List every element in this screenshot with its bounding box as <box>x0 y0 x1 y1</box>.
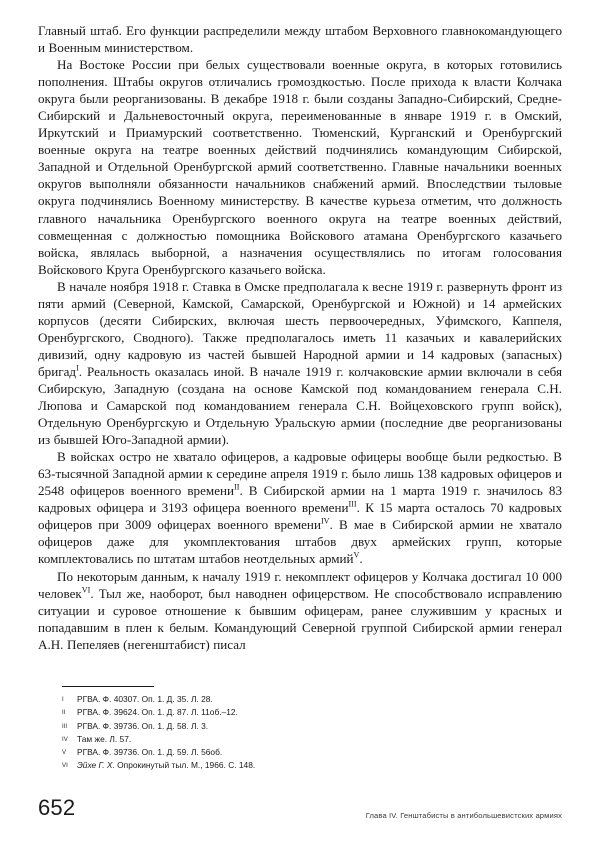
paragraph-3-text-after-note: . Реальность оказалась иной. В начале 1919 г. колчаковские армии включали в себя Сибирскую, Западную (создана на основе Камской под командованием генерала С.Н. Люпова и Самарской под командованием генерала С.Н. Войцеховского групп войск), Отдельную Оренбургскую и Отдельную Уральскую армии (последние две реорганизованы из бывшей Юго-Западной армии). <box>38 363 562 448</box>
footnote-ref-5[interactable]: V <box>353 551 360 561</box>
footnote-marker: IV <box>62 735 68 743</box>
footnote-item <box>62 746 532 759</box>
paragraph-3-text-before-note: В начале ноября 1918 г. Ставка в Омске предполагала к весне 1919 г. развернуть фронт из пяти армий (Северной, Камской, Самарской, Оренбургской и Южной) и 14 армейских корпусов (десяти Сибирских, включая шесть первоочередных, Уфимского, Каппеля, Оренбургского, Сводного). Также предполагалось иметь 11 казачьих и кавалерийских дивизий, одну кадровую из частей бывшей Народной армии и 14 кадровых (запасных) бригад <box>38 278 562 379</box>
footnote-ref-2[interactable]: II <box>234 482 240 492</box>
footnote-text: РГВА. Ф. 39736. Оп. 1. Д. 59. Л. 56об. <box>77 747 223 758</box>
footnote-text: РГВА. Ф. 39624. Оп. 1. Д. 87. Л. 11об.–12. <box>77 707 238 718</box>
footnote-text: Там же. Л. 57. <box>77 733 132 744</box>
footnote-separator-rule <box>62 686 154 687</box>
paragraph-4-segment-2: . В Сибирской армии на 1 марта 1919 г. значилось 83 кадровых офицера и 3193 офицера военного времени <box>38 483 563 516</box>
page-number: 652 <box>38 795 76 820</box>
footnote-ref-4[interactable]: IV <box>320 517 330 526</box>
paragraph-1: Главный штаб. Его функции распределили между штабом Верховного главнокомандующего и Военным министерством. <box>38 23 562 56</box>
footnote-item <box>62 706 532 719</box>
footnote-text: РГВА. Ф. 40307. Оп. 1. Д. 35. Л. 28. <box>77 694 213 704</box>
footnote-ref-6[interactable]: VI <box>81 585 91 595</box>
paragraph-5-segment-2: . Тыл же, наоборот, был наводнен офицерством. Не способствовало исправлению ситуации и суровое отношение к бывшим офицерам, ранее служившим у красных и попадавшим в плен к белым. Командующий Северной группой Сибирской армии генерал А.Н. Пепеляев (негенштабист) писал <box>38 585 562 652</box>
footnote-ref-3[interactable]: III <box>348 499 357 509</box>
footnote-item <box>62 720 532 733</box>
paragraph-4-segment-5: . <box>359 551 363 567</box>
footnote-marker: V <box>62 749 67 757</box>
paragraph-2: На Востоке России при белых существовали военные округа, в которых готовились пополнения. Штабы округов отличались громоздкостью. После прихода к власти Колчака округа были реорганизованы. В декабре 1918 г. были созданы Западно-Сибирский, Средне-Сибирский и Дальневосточный округа, переименованные в январе 1919 г. в Омский, Иркутский и Приамурский соответственно. Тюменский, Курганский и Оренбургский военные округа на театре военных действий подчинялись командующим Сибирской, Западной и Отдельной Оренбургской армий соответственно. Главные начальники военных округов выполняли обязанности начальников снабжений армий. Впоследствии тыловые округа подчинялись Военному министерству. В качестве курьеза отметим, что должность главного начальника Оренбургского военного округа на театре военных действий, совмещенная с должностью помощника Войскового атамана Оренбургского казачьего войска, являлась выборной, а назначения осуществлялись по итогам голосования Войскового Круга Оренбургского казачьего войска. <box>38 57 562 277</box>
paragraph-4-segment-1: В войсках остро не хватало офицеров, а кадровые офицеры вообще были редкостью. В 63-тысячной Западной армии к середине апреля 1919 г. было лишь 138 кадровых офицеров и 2548 офицеров военного времени <box>38 449 562 499</box>
footnote-text <box>77 759 532 772</box>
footnote-marker: I <box>62 696 64 703</box>
paragraph-5-segment-1: По некоторым данным, к началу 1919 г. некомплект офицеров у Колчака достигал 10 000 человек <box>38 568 562 601</box>
footnote-item <box>62 693 532 706</box>
footnote-item <box>62 759 532 772</box>
paragraph-4 <box>38 448 562 567</box>
footnote-marker: II <box>62 709 66 717</box>
footnote-marker: III <box>62 722 68 730</box>
paragraph-4-segment-4: . В мае в Сибирской армии не хватало офицеров даже для укомплектования штабов двух армейских групп, которые комплектовались по штатам штабов неотдельных армий <box>38 517 562 567</box>
body-text-column <box>38 22 562 653</box>
footnote-author: Эйхе Г. Х. <box>77 760 115 771</box>
paragraph-5 <box>38 568 562 653</box>
footnote-text: РГВА. Ф. 39736. Оп. 1. Д. 58. Л. 3. <box>77 720 209 731</box>
paragraph-3 <box>38 278 562 448</box>
footnotes-section <box>62 686 532 773</box>
footnote-item <box>62 733 532 746</box>
footnote-marker: VI <box>62 762 68 770</box>
footnote-ref-1[interactable]: I <box>76 363 79 373</box>
footnote-citation: Опрокинутый тыл. М., 1966. С. 148. <box>114 760 256 771</box>
paragraph-4-segment-3: . К 15 марта осталось 70 кадровых офицеров при 3009 офицерах военного времени <box>38 500 562 533</box>
page-footer <box>0 795 600 840</box>
running-head: Глава IV. Генштабисты в антибольшевистских армиях <box>365 811 562 820</box>
